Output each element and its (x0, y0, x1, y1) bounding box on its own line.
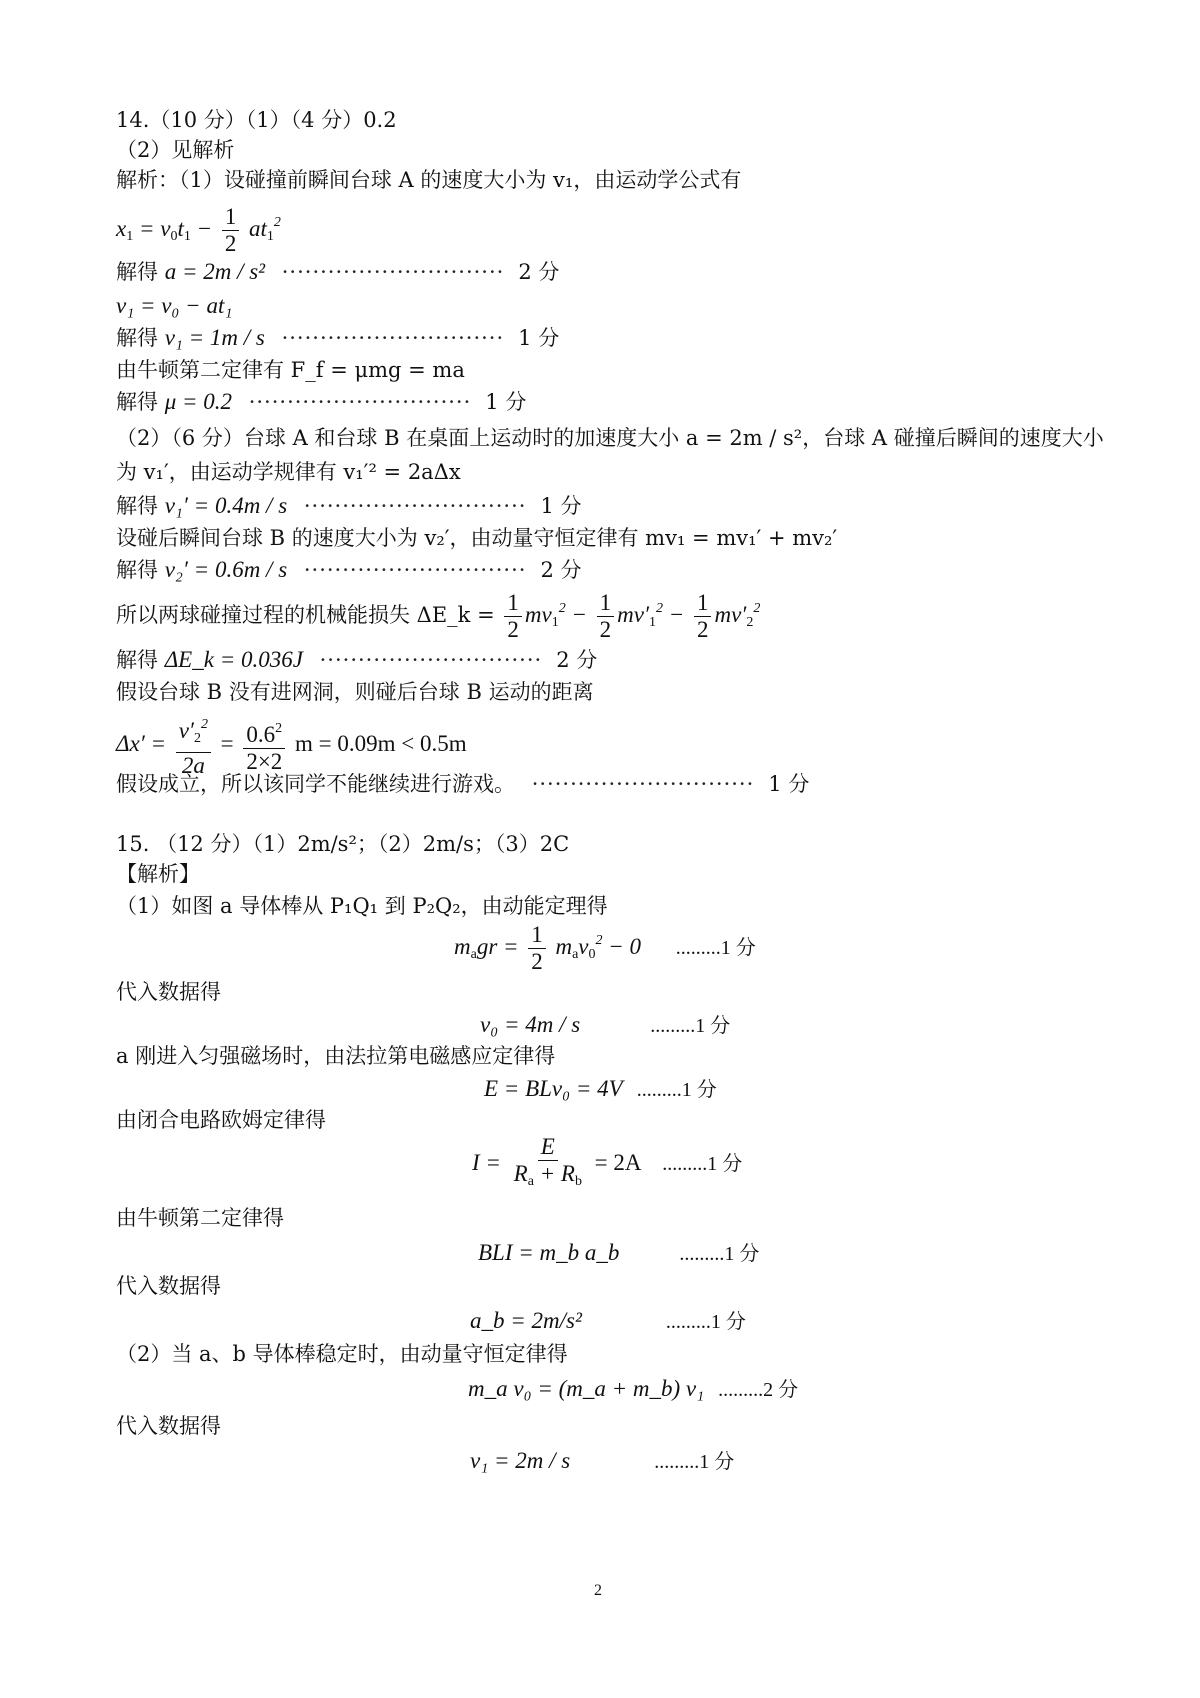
q15-substitute-3: 代入数据得 (116, 1414, 221, 1438)
q15-eq4: I = $\frac{E}{R_a + R_b}$ = 2A .........1 分 (472, 1134, 743, 1189)
q14-solve-v1: 解得 v₁ = 1m / s ····························· 1 分 (116, 325, 560, 350)
q15-eq3: E = BLv₀ = 4V .........1 分 (484, 1076, 717, 1101)
q14-solve-dek: 解得 ΔE_k = 0.036J ····························· 2 分 (116, 647, 598, 672)
q15-substitute-2: 代入数据得 (116, 1274, 221, 1298)
q14-eq-x1: $x_1 = v_0t_1$ − $\frac{1}{2}$ $at_1^2$ (116, 204, 281, 256)
q15-eq2: v₀ = 4m / s .........1 分 (480, 1012, 731, 1037)
q14-newton: 由牛顿第二定律有 F_f = μmg = ma (116, 358, 465, 382)
page-number: 2 (594, 1582, 602, 1599)
q14-solve-mu: 解得 μ = 0.2 ····························· 1 分 (116, 389, 527, 414)
q14-solve-a: 解得 a = 2m / s² ····························· 2 分 (116, 259, 560, 284)
q15-substitute-1: 代入数据得 (116, 980, 221, 1004)
q14-solve-v2p: 解得 v₂′ = 0.6m / s ····························· 2 分 (116, 557, 582, 582)
q15-faraday: a 刚进入匀强磁场时，由法拉第电磁感应定律得 (116, 1044, 556, 1068)
q15-eq1: $m_agr$ = $\frac{1}{2}$ $m_av_0^2 - 0$ .........1 分 (454, 922, 756, 974)
q14-solve-v1p: 解得 v₁′ = 0.4m / s ····························· 1 分 (116, 493, 582, 518)
q14-part2-line2: 为 v₁′，由运动学规律有 v₁′² = 2aΔx (116, 460, 461, 484)
q14-part2-line1: （2）（6 分）台球 A 和台球 B 在桌面上运动时的加速度大小 a = 2m / s²，台球 A 碰撞后瞬间的速度大小 (116, 426, 1104, 450)
q15-eq6: a_b = 2m/s² .........1 分 (470, 1308, 746, 1333)
q14-conclusion: 假设成立，所以该同学不能继续进行游戏。 ····························· 1 分 (116, 772, 810, 796)
q15-newton: 由牛顿第二定律得 (116, 1206, 284, 1230)
q14-analysis-intro: 解析：（1）设碰撞前瞬间台球 A 的速度大小为 v₁，由运动学公式有 (116, 168, 742, 192)
q15-part1-intro: （1）如图 a 导体棒从 P₁Q₁ 到 P₂Q₂，由动能定理得 (116, 894, 608, 918)
q14-header: 14.（10 分）（1）（4 分）0.2 (116, 108, 397, 132)
q14-eq-dx: Δx′ = $\frac{v'_2^2}{2a}$ = $\frac{0.6^2}{2\times 2}$ m = 0.09m < 0.5m (116, 712, 467, 779)
q15-ohm: 由闭合电路欧姆定律得 (116, 1108, 326, 1132)
q15-header: 15. （12 分）（1）2m/s²；（2）2m/s；（3）2C (116, 832, 570, 856)
q14-eq-v1-def: v₁ = v₀ − at₁ (116, 293, 233, 318)
q14-energy-loss: 所以两球碰撞过程的机械能损失 ΔE_k = $\frac{1}{2}$ $mv_1^2$ − $\frac{1}{2}$ $mv'_1^2$ − $\frac{1}{2}$ $mv'_2^2$ (116, 590, 761, 642)
q14-part2-header: （2）见解析 (116, 138, 235, 162)
q15-eq5: BLI = m_b a_b .........1 分 (478, 1240, 760, 1265)
q15-eq7: m_a v₀ = (m_a + m_b) v₁ .........2 分 (468, 1376, 799, 1401)
q15-analysis-label: 【解析】 (116, 862, 200, 886)
q15-part2-intro: （2）当 a、b 导体棒稳定时，由动量守恒定律得 (116, 1342, 568, 1366)
q14-assume: 假设台球 B 没有进网洞，则碰后台球 B 运动的距离 (116, 680, 594, 704)
q15-eq8: v₁ = 2m / s .........1 分 (470, 1448, 735, 1473)
q14-momentum: 设碰后瞬间台球 B 的速度大小为 v₂′，由动量守恒定律有 mv₁ = mv₁′ + mv₂′ (116, 526, 838, 550)
